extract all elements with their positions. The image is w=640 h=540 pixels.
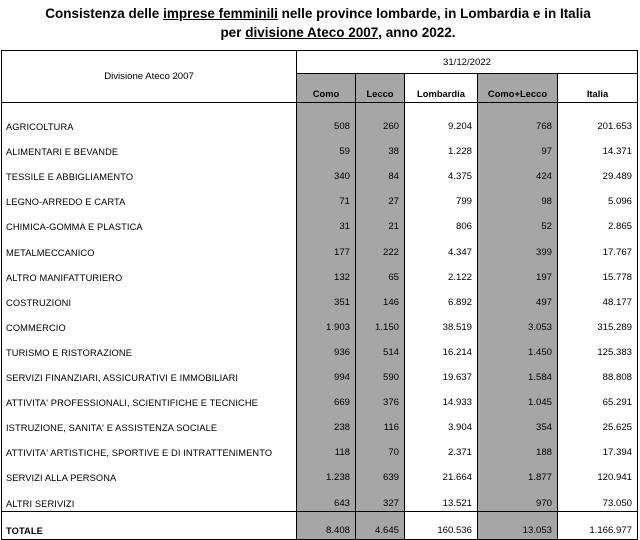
table-cell: 16.214 [405,335,478,360]
table-cell: 59 [297,134,356,159]
row-label: SERVIZI FINANZIARI, ASSICURATIVI E IMMOBILIARI [2,360,297,385]
table-cell: 351 [297,285,356,310]
table-row [2,234,638,259]
table-cell: 806 [405,209,478,234]
date-header: 31/12/2022 [297,51,638,74]
table-cell: 260 [356,103,405,135]
table-cell: 1.450 [478,335,558,360]
table-row [2,184,638,209]
table-row [2,410,638,435]
table-cell: 48.177 [558,285,638,310]
table-cell: 98 [478,184,558,209]
table-row [2,485,638,511]
row-label: ALTRO MANIFATTURIERO [2,260,297,285]
table-row [2,260,638,285]
table-cell: 17.767 [558,234,638,259]
table-cell: 201.653 [558,103,638,135]
title-suffix: nelle province lombarde, in Lombardia e in Italia [277,6,591,21]
table-cell: 21.664 [405,460,478,485]
table-cell: 222 [356,234,405,259]
table-title-line1 [0,5,638,23]
table-cell: 1.228 [405,134,478,159]
table-row [2,103,638,135]
table-cell: 643 [297,485,356,511]
table-cell: 497 [478,285,558,310]
total-cell: 1.166.977 [558,511,638,539]
column-header-lecco: Lecco [356,74,405,103]
title-line2-suffix: , anno 2022. [378,25,456,40]
data-table [1,50,638,540]
table-cell: 71 [297,184,356,209]
column-header-como: Como [297,74,356,103]
table-cell: 2.371 [405,435,478,460]
table-cell: 994 [297,360,356,385]
row-label: TURISMO E RISTORAZIONE [2,335,297,360]
table-cell: 73.050 [558,485,638,511]
row-label: LEGNO-ARREDO E CARTA [2,184,297,209]
table-cell: 399 [478,234,558,259]
table-cell: 508 [297,103,356,135]
row-header: Divisione Ateco 2007 [2,51,297,103]
table-cell: 4.347 [405,234,478,259]
total-cell: 8.408 [297,511,356,539]
table-cell: 52 [478,209,558,234]
table-cell: 669 [297,385,356,410]
table-row [2,460,638,485]
title-line2-prefix: per [220,25,246,40]
table-cell: 19.637 [405,360,478,385]
row-label: AGRICOLTURA [2,103,297,135]
table-cell: 639 [356,460,405,485]
table-cell: 5.096 [558,184,638,209]
table-title-line2 [18,24,640,42]
table-cell: 376 [356,385,405,410]
table-cell: 197 [478,260,558,285]
table-cell: 3.053 [478,310,558,335]
row-label: ATTIVITA' PROFESSIONALI, SCIENTIFICHE E TECNICHE [2,385,297,410]
table-cell: 116 [356,410,405,435]
table-cell: 188 [478,435,558,460]
table-cell: 118 [297,435,356,460]
title-line2-underlined: divisione Ateco 2007 [245,25,379,40]
table-cell: 1.584 [478,360,558,385]
table-cell: 38.519 [405,310,478,335]
table-cell: 4.375 [405,159,478,184]
table-row [2,435,638,460]
table-cell: 768 [478,103,558,135]
table-cell: 2.122 [405,260,478,285]
table-cell: 29.489 [558,159,638,184]
table-row [2,385,638,410]
total-cell: 160.536 [405,511,478,539]
table-row [2,335,638,360]
table-cell: 97 [478,134,558,159]
table-cell: 120.941 [558,460,638,485]
table-cell: 27 [356,184,405,209]
table-cell: 146 [356,285,405,310]
table-cell: 3.904 [405,410,478,435]
table-cell: 327 [356,485,405,511]
row-label: SERVIZI ALLA PERSONA [2,460,297,485]
column-header-como-lecco: Como+Lecco [478,74,558,103]
table-cell: 354 [478,410,558,435]
row-label: ISTRUZIONE, SANITA' E ASSISTENZA SOCIALE [2,410,297,435]
table-cell: 70 [356,435,405,460]
total-row [2,511,638,539]
table-cell: 6.892 [405,285,478,310]
table-cell: 315.289 [558,310,638,335]
row-label: ALTRI SERIVIZI [2,485,297,511]
table-cell: 31 [297,209,356,234]
table-cell: 936 [297,335,356,360]
table-cell: 799 [405,184,478,209]
column-header-italia: Italia [558,74,638,103]
row-label: ATTIVITA' ARTISTICHE, SPORTIVE E DI INTRATTENIMENTO [2,435,297,460]
table-cell: 17.394 [558,435,638,460]
table-row [2,209,638,234]
table-cell: 340 [297,159,356,184]
table-cell: 9.204 [405,103,478,135]
table-cell: 84 [356,159,405,184]
title-prefix: Consistenza delle [45,6,164,21]
table-cell: 38 [356,134,405,159]
table-cell: 13.521 [405,485,478,511]
total-cell: 13.053 [478,511,558,539]
table-cell: 132 [297,260,356,285]
table-body [2,103,638,512]
row-label: TESSILE E ABBIGLIAMENTO [2,159,297,184]
table-cell: 125.383 [558,335,638,360]
table-row [2,159,638,184]
row-label: CHIMICA-GOMMA E PLASTICA [2,209,297,234]
column-header-lombardia: Lombardia [405,74,478,103]
table-cell: 65.291 [558,385,638,410]
table-cell: 514 [356,335,405,360]
table-cell: 424 [478,159,558,184]
table-cell: 177 [297,234,356,259]
table-cell: 1.238 [297,460,356,485]
row-label: COSTRUZIONI [2,285,297,310]
table-cell: 238 [297,410,356,435]
table-cell: 65 [356,260,405,285]
table-cell: 970 [478,485,558,511]
row-label: ALIMENTARI E BEVANDE [2,134,297,159]
title-underlined: imprese femminili [163,6,278,21]
row-label: METALMECCANICO [2,234,297,259]
table-cell: 88.808 [558,360,638,385]
table-cell: 14.371 [558,134,638,159]
table-cell: 590 [356,360,405,385]
table-cell: 1.903 [297,310,356,335]
table-row [2,310,638,335]
total-cell: 4.645 [356,511,405,539]
total-label: TOTALE [2,511,297,539]
table-cell: 25.625 [558,410,638,435]
table-cell: 1.877 [478,460,558,485]
table-row [2,360,638,385]
table-row [2,285,638,310]
table-cell: 15.778 [558,260,638,285]
table-cell: 14.933 [405,385,478,410]
table-cell: 21 [356,209,405,234]
table-row [2,134,638,159]
table-cell: 2.865 [558,209,638,234]
table-cell: 1.045 [478,385,558,410]
row-label: COMMERCIO [2,310,297,335]
table-cell: 1.150 [356,310,405,335]
